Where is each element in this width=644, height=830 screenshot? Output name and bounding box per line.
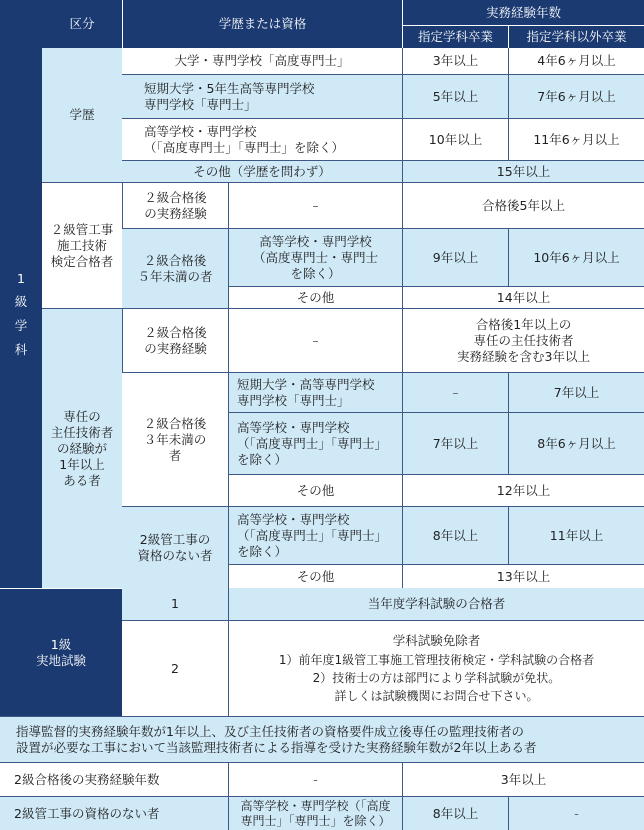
tech2-after-exp-dash: – (228, 182, 402, 228)
grade1-academic-label: 1 級 学 科 (0, 0, 42, 588)
bottom-row-2-other: - (508, 796, 644, 830)
chief-label: 専任の 主任技術者 の経験が 1年以上 ある者 (42, 308, 122, 588)
chief-under3-row-2-designated: 7年以上 (402, 412, 508, 474)
academic-row-2-other: 7年6ヶ月以上 (508, 74, 644, 118)
academic-row-3-designated: 10年以上 (402, 118, 508, 160)
chief-under3-row-1-other: 7年以上 (508, 372, 644, 412)
header-category: 区分 (42, 0, 122, 48)
tech2-under5-misc-value: 14年以上 (402, 286, 644, 308)
tech2-under5-other: 10年6ヶ月以上 (508, 228, 644, 286)
tech2-under5-misc-label: その他 (228, 286, 402, 308)
practical-cond-2 (228, 620, 644, 716)
bottom-row-2-label: 2級管工事の資格のない者 (0, 796, 228, 830)
practical-cond-2-line-1: 1）前年度1級管工事施工管理技術検定・学科試験の合格者 (278, 652, 595, 667)
academic-row-2-qual: 短期大学・5年生高等専門学校 専門学校「専門士」 (122, 74, 402, 118)
chief-noqual-qual: 高等学校・専門学校 （「高度専門士」「専門士」 を除く） (228, 506, 402, 564)
bottom-row-2-designated: 8年以上 (402, 796, 508, 830)
bottom-row-1-dash: - (228, 762, 402, 796)
chief-under3-row-1-qual: 短期大学・高等専門学校 専門学校「専門士」 (228, 372, 402, 412)
academic-row-1-designated: 3年以上 (402, 48, 508, 74)
academic-row-1-qual: 大学・専門学校「高度専門士」 (122, 48, 402, 74)
chief-under3-row-2-qual: 高等学校・専門学校 （「高度専門士」「専門士」 を除く） (228, 412, 402, 474)
chief-noqual-other: 11年以上 (508, 506, 644, 564)
chief-after-exp-value: 合格後1年以上の 専任の主任技術者 実務経験を含む3年以上 (402, 308, 644, 372)
practical-cond-1: 当年度学科試験の合格者 (228, 588, 644, 620)
chief-after-exp-dash: – (228, 308, 402, 372)
academic-other-value: 15年以上 (402, 160, 644, 182)
bottom-row-1-label: 2級合格後の実務経験年数 (0, 762, 228, 796)
tech2-under5-designated: 9年以上 (402, 228, 508, 286)
chief-under3-label: ２級合格後 ３年未満の 者 (122, 372, 228, 506)
header-experience: 実務経験年数 (402, 0, 644, 25)
bottom-row-1-value: 3年以上 (402, 762, 644, 796)
practical-label: 1級 実地試験 (0, 588, 122, 716)
academic-label: 学歴 (42, 48, 122, 182)
chief-noqual-misc-value: 13年以上 (402, 564, 644, 588)
tech2-after-exp-value: 合格後5年以上 (402, 182, 644, 228)
academic-row-1-other: 4年6ヶ月以上 (508, 48, 644, 74)
header-designated: 指定学科卒業 (402, 25, 508, 48)
chief-noqual-label: 2級管工事の 資格のない者 (122, 506, 228, 588)
chief-under3-row-1-designated: – (402, 372, 508, 412)
chief-under3-misc-label: その他 (228, 474, 402, 506)
chief-under3-row-2-other: 8年6ヶ月以上 (508, 412, 644, 474)
bottom-row-2-qual: 高等学校・専門学校（「高度 専門士」「専門士」を除く） (228, 796, 402, 830)
academic-row-2-designated: 5年以上 (402, 74, 508, 118)
header-non-designated: 指定学科以外卒業 (508, 25, 644, 48)
practical-cond-2-line-2: 2）技術士の方は部門により学科試験が免状。 (312, 670, 561, 685)
tech2-label: ２級管工事 施工技術 検定合格者 (42, 182, 122, 308)
chief-after-exp-label: ２級合格後 の実務経験 (122, 308, 228, 372)
supervision-note: 指導監督的実務経験年数が1年以上、及び主任技術者の資格要件成立後専任の監理技術者の 設置が必要な工事において当該監理技術者による指導を受けた実務経験年数が2年以上ある者 (0, 716, 644, 762)
tech2-under5-label: ２級合格後 ５年未満の者 (122, 228, 228, 308)
academic-row-3-qual: 高等学校・専門学校 （「高度専門士」「専門士」を除く） (122, 118, 402, 160)
academic-other-label: その他（学歴を問わず） (122, 160, 402, 182)
tech2-under5-qual: 高等学校・専門学校 （高度専門士・専門士 を除く） (228, 228, 402, 286)
tech2-after-exp-label: ２級合格後 の実務経験 (122, 182, 228, 228)
practical-num-2: 2 (122, 620, 228, 716)
header-education: 学歴または資格 (122, 0, 402, 48)
academic-row-3-other: 11年6ヶ月以上 (508, 118, 644, 160)
practical-cond-2-title: 学科試験免除者 (392, 633, 481, 649)
practical-num-1: 1 (122, 588, 228, 620)
chief-noqual-designated: 8年以上 (402, 506, 508, 564)
chief-noqual-misc-label: その他 (228, 564, 402, 588)
chief-under3-misc-value: 12年以上 (402, 474, 644, 506)
practical-cond-2-line-3: 詳しくは試験機関にお問合せ下さい。 (334, 688, 539, 703)
